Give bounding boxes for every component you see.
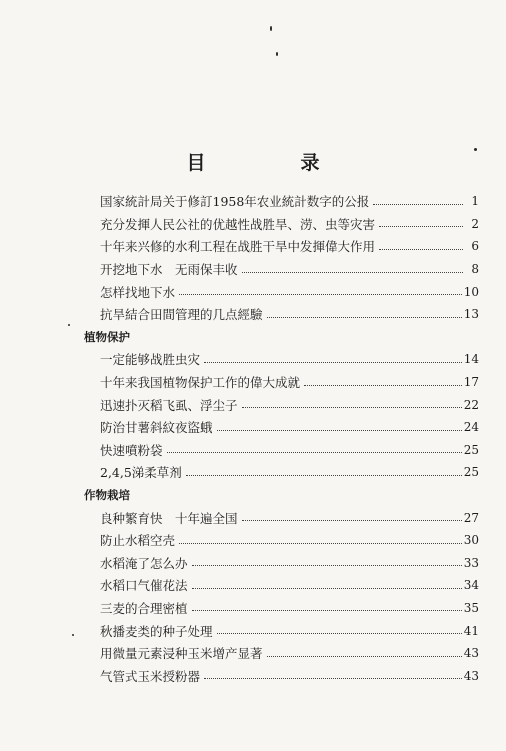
dot-leader xyxy=(242,407,462,408)
toc-entry-page: 22 xyxy=(463,397,479,412)
dot-leader xyxy=(204,362,462,363)
section-heading xyxy=(84,484,479,507)
toc-entry-page: 8 xyxy=(471,262,479,277)
toc-entry xyxy=(84,664,479,687)
dot-leader xyxy=(242,272,463,273)
toc-entry-page: 10 xyxy=(463,284,479,299)
toc-entry-page: 2 xyxy=(471,216,479,231)
dot-leader xyxy=(192,588,462,589)
section-heading-text: 植物保护 xyxy=(84,329,130,344)
dot-leader xyxy=(192,610,462,611)
dot-leader xyxy=(192,565,462,566)
toc-entry-title: 十年来兴修的水利工程在战胜干旱中发揮偉大作用 xyxy=(100,239,376,255)
toc-entry xyxy=(84,506,479,529)
dot-leader xyxy=(167,452,462,453)
page-title: 目 录 xyxy=(186,152,358,174)
toc-entry xyxy=(84,416,479,439)
toc-entry-page: 13 xyxy=(463,307,479,322)
toc-entry-page: 43 xyxy=(463,646,479,661)
toc-entry xyxy=(84,529,479,552)
toc-entry-title: 充分发揮人民公社的优越性战胜旱、涝、虫等灾害 xyxy=(100,216,376,232)
toc-entry-title: 水稻淹了怎么办 xyxy=(100,555,188,571)
toc-entry-title: 一定能够战胜虫灾 xyxy=(100,352,201,368)
toc-entry xyxy=(84,574,479,597)
toc-entry xyxy=(84,213,479,236)
toc-entry xyxy=(84,393,479,416)
dot-leader xyxy=(373,204,463,205)
toc-entry xyxy=(84,439,479,462)
toc-entry-page: 24 xyxy=(463,420,479,435)
toc-entry xyxy=(84,642,479,665)
dot-leader xyxy=(179,294,462,295)
toc-entry-page: 43 xyxy=(463,668,479,683)
toc-entry-title: 良种繁育快 十年遍全国 xyxy=(100,510,238,526)
print-speck xyxy=(270,26,272,31)
toc-entry-page: 14 xyxy=(463,352,479,367)
toc-entry-title: 三麦的合理密植 xyxy=(100,600,188,616)
toc-entry-title: 开挖地下水 无雨保丰收 xyxy=(100,262,238,278)
toc-entry-title: 快速噴粉袋 xyxy=(100,442,163,458)
print-speck xyxy=(276,52,278,56)
dot-leader xyxy=(217,430,462,431)
toc-entry xyxy=(84,461,479,484)
print-speck xyxy=(68,324,70,326)
dot-leader xyxy=(204,678,462,679)
dot-leader xyxy=(217,633,462,634)
toc-entry-page: 30 xyxy=(463,533,479,548)
toc-entry-title: 2,4,5涕柔草剂 xyxy=(100,465,182,481)
dot-leader xyxy=(179,543,462,544)
toc-entry xyxy=(84,258,479,281)
print-speck xyxy=(72,634,74,636)
toc-entry-page: 25 xyxy=(463,442,479,457)
toc-entry xyxy=(84,190,479,213)
dot-leader xyxy=(379,249,463,250)
toc-entry xyxy=(84,597,479,620)
toc-entry-title: 国家統計局关于修訂1958年农业統計数字的公报 xyxy=(100,194,370,210)
toc-entry-page: 33 xyxy=(463,555,479,570)
toc-entry-title: 用微量元素浸种玉米增产显著 xyxy=(100,646,263,662)
dot-leader xyxy=(242,520,462,521)
toc-entry-title: 迅速扑灭稻飞虱、浮尘子 xyxy=(100,397,238,413)
toc-entry xyxy=(84,552,479,575)
toc-entry-page: 27 xyxy=(463,510,479,525)
toc-entry-page: 34 xyxy=(463,578,479,593)
table-of-contents xyxy=(84,190,479,687)
toc-entry xyxy=(84,348,479,371)
toc-entry xyxy=(84,235,479,258)
toc-entry-title: 水稻口气催花法 xyxy=(100,578,188,594)
toc-entry xyxy=(84,619,479,642)
dot-leader xyxy=(304,385,462,386)
section-heading-text: 作物栽培 xyxy=(84,488,130,503)
dot-leader xyxy=(267,656,462,657)
toc-entry-title: 秋播麦类的种子处理 xyxy=(100,623,213,639)
toc-entry-page: 1 xyxy=(471,194,479,209)
toc-entry-title: 抗旱結合田間管理的几点經驗 xyxy=(100,307,263,323)
toc-entry xyxy=(84,280,479,303)
section-heading xyxy=(84,326,479,349)
toc-entry-page: 35 xyxy=(463,600,479,615)
toc-entry-title: 十年来我国植物保护工作的偉大成就 xyxy=(100,375,301,391)
toc-entry-page: 25 xyxy=(463,465,479,480)
toc-entry-title: 防治甘薯斜紋夜盜蛾 xyxy=(100,420,213,436)
toc-entry xyxy=(84,303,479,326)
toc-entry-title: 怎样找地下水 xyxy=(100,284,176,300)
toc-entry-page: 6 xyxy=(471,239,479,254)
dot-leader xyxy=(186,475,462,476)
toc-entry xyxy=(84,371,479,394)
toc-entry-page: 41 xyxy=(463,623,479,638)
dot-leader xyxy=(379,226,463,227)
toc-entry-title: 防止水稻空壳 xyxy=(100,533,176,549)
toc-entry-page: 17 xyxy=(463,375,479,390)
dot-leader xyxy=(267,317,462,318)
toc-entry-title: 气管式玉米授粉器 xyxy=(100,668,201,684)
